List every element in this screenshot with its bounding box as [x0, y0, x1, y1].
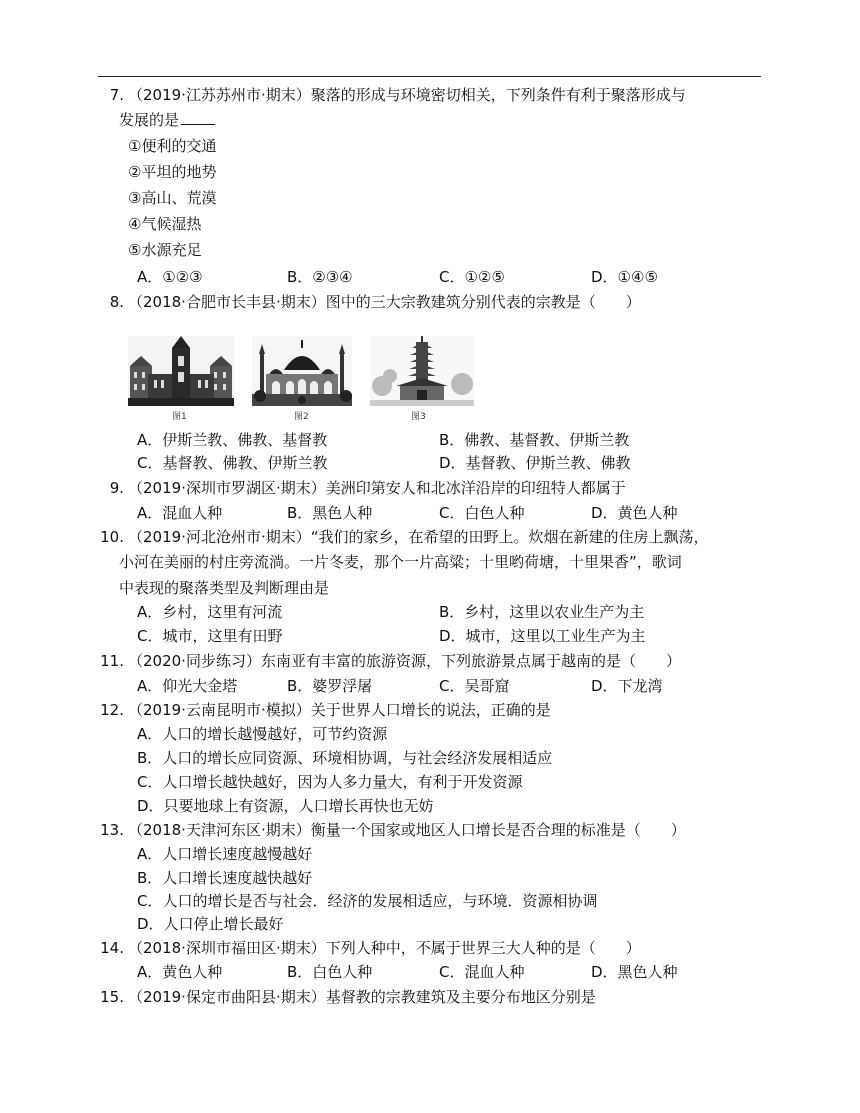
q10-number: 10. [100, 528, 124, 546]
q7-stem-line1: （2019·江苏苏州市·期末）聚落的形成与环境密切相关，下列条件有利于聚落形成与 [128, 86, 686, 104]
q9-option-a[interactable]: A．混血人种 [137, 504, 223, 522]
q12-option-c[interactable]: C．人口增长越快越好，因为人多力量大，有利于开发资源 [137, 773, 523, 791]
q12-option-a[interactable]: A．人口的增长越慢越好，可节约资源 [137, 725, 388, 743]
q7-option-b[interactable]: B．②③④ [287, 268, 353, 286]
q8-stem: （2018·合肥市长丰县·期末）图中的三大宗教建筑分别代表的宗教是（ ） [128, 293, 641, 311]
q9-option-d[interactable]: D．黄色人种 [591, 504, 678, 522]
q14-stem: （2018·深圳市福田区·期末）下列人种中，不属于世界三大人种的是（ ） [128, 939, 641, 957]
q10-option-b[interactable]: B．乡村，这里以农业生产为主 [439, 603, 645, 621]
q14-option-c[interactable]: C．混血人种 [439, 963, 525, 981]
q13-number: 13. [100, 821, 124, 839]
q7-option-a[interactable]: A．①②③ [137, 268, 203, 286]
q7-option-c[interactable]: C．①②⑤ [439, 268, 505, 286]
q14-number: 14. [100, 939, 124, 957]
q10-option-d[interactable]: D．城市，这里以工业生产为主 [439, 627, 646, 645]
q10-stem-line2: 小河在美丽的村庄旁流淌。一片冬麦，那个一片高粱；十里哟荷塘，十里果香”，歌词 [119, 553, 682, 571]
q8-number: 8. [109, 293, 124, 311]
pagoda-image [370, 336, 474, 406]
q13-option-a[interactable]: A．人口增长速度越慢越好 [137, 845, 313, 863]
q15-stem: （2019·保定市曲阳县·期末）基督教的宗教建筑及主要分布地区分别是 [128, 988, 596, 1006]
q12-option-b[interactable]: B．人口的增长应同资源、环境相协调，与社会经济发展相适应 [137, 749, 553, 767]
mosque-image [252, 336, 352, 406]
q12-option-d[interactable]: D．只要地球上有资源，人口增长再快也无妨 [137, 797, 434, 815]
q10-stem-line3: 中表现的聚落类型及判断理由是 [119, 579, 330, 597]
q9-number: 9. [109, 479, 124, 497]
q14-option-b[interactable]: B．白色人种 [287, 963, 373, 981]
q10-stem-line1: （2019·河北沧州市·期末）“我们的家乡，在希望的田野上。炊烟在新建的住房上飘荡， [128, 528, 709, 546]
q7-item: ①便利的交通 [128, 137, 217, 155]
q7-answer-blank[interactable] [181, 110, 215, 125]
q11-option-c[interactable]: C．吴哥窟 [439, 677, 510, 695]
q7-item: ④气候湿热 [128, 215, 202, 233]
q13-option-d[interactable]: D．人口停止增长最好 [137, 915, 284, 933]
q14-option-a[interactable]: A．黄色人种 [137, 963, 223, 981]
q7-number: 7. [109, 86, 124, 104]
q11-option-b[interactable]: B．婆罗浮屠 [287, 677, 373, 695]
q13-stem: （2018·天津河东区·期末）衡量一个国家或地区人口增长是否合理的标准是（ ） [128, 821, 686, 839]
q7-item: ③高山、荒漠 [128, 189, 217, 207]
church-image [128, 336, 234, 406]
header-rule [98, 76, 761, 77]
q11-stem: （2020·同步练习）东南亚有丰富的旅游资源，下列旅游景点属于越南的是（ ） [128, 652, 681, 670]
religious-buildings-figure [128, 336, 488, 426]
q13-option-b[interactable]: B．人口增长速度越快越好 [137, 869, 313, 887]
q8-option-a[interactable]: A．伊斯兰教、佛教、基督教 [137, 431, 328, 449]
q11-option-d[interactable]: D．下龙湾 [591, 677, 663, 695]
q7-option-d[interactable]: D．①④⑤ [591, 268, 658, 286]
q12-number: 12. [100, 701, 124, 719]
q13-option-c[interactable]: C．人口的增长是否与社会．经济的发展相适应，与环境．资源相协调 [137, 892, 598, 910]
figure-caption-1: 图1 [172, 412, 187, 422]
q11-number: 11. [100, 652, 124, 670]
q7-stem-text: 发展的是 [119, 111, 180, 129]
q8-option-c[interactable]: C．基督教、佛教、伊斯兰教 [137, 454, 328, 472]
q7-item: ②平坦的地势 [128, 163, 217, 181]
q9-option-c[interactable]: C．白色人种 [439, 504, 525, 522]
q8-option-b[interactable]: B．佛教、基督教、伊斯兰教 [439, 431, 630, 449]
q12-stem: （2019·云南昆明市·模拟）关于世界人口增长的说法，正确的是 [128, 701, 551, 719]
q10-option-a[interactable]: A．乡村，这里有河流 [137, 603, 283, 621]
q9-option-b[interactable]: B．黑色人种 [287, 504, 373, 522]
q7-item: ⑤水源充足 [128, 241, 202, 259]
q7-stem-line2 [119, 110, 215, 130]
q14-option-d[interactable]: D．黑色人种 [591, 963, 678, 981]
q10-option-c[interactable]: C．城市，这里有田野 [137, 627, 283, 645]
figure-caption-2: 图2 [294, 412, 309, 422]
q8-option-d[interactable]: D．基督教、伊斯兰教、佛教 [439, 454, 631, 472]
q11-option-a[interactable]: A．仰光大金塔 [137, 677, 238, 695]
q9-stem: （2019·深圳市罗湖区·期末）美洲印第安人和北冰洋沿岸的印纽特人都属于 [128, 479, 626, 497]
q15-number: 15. [100, 988, 124, 1006]
figure-caption-3: 图3 [411, 412, 426, 422]
